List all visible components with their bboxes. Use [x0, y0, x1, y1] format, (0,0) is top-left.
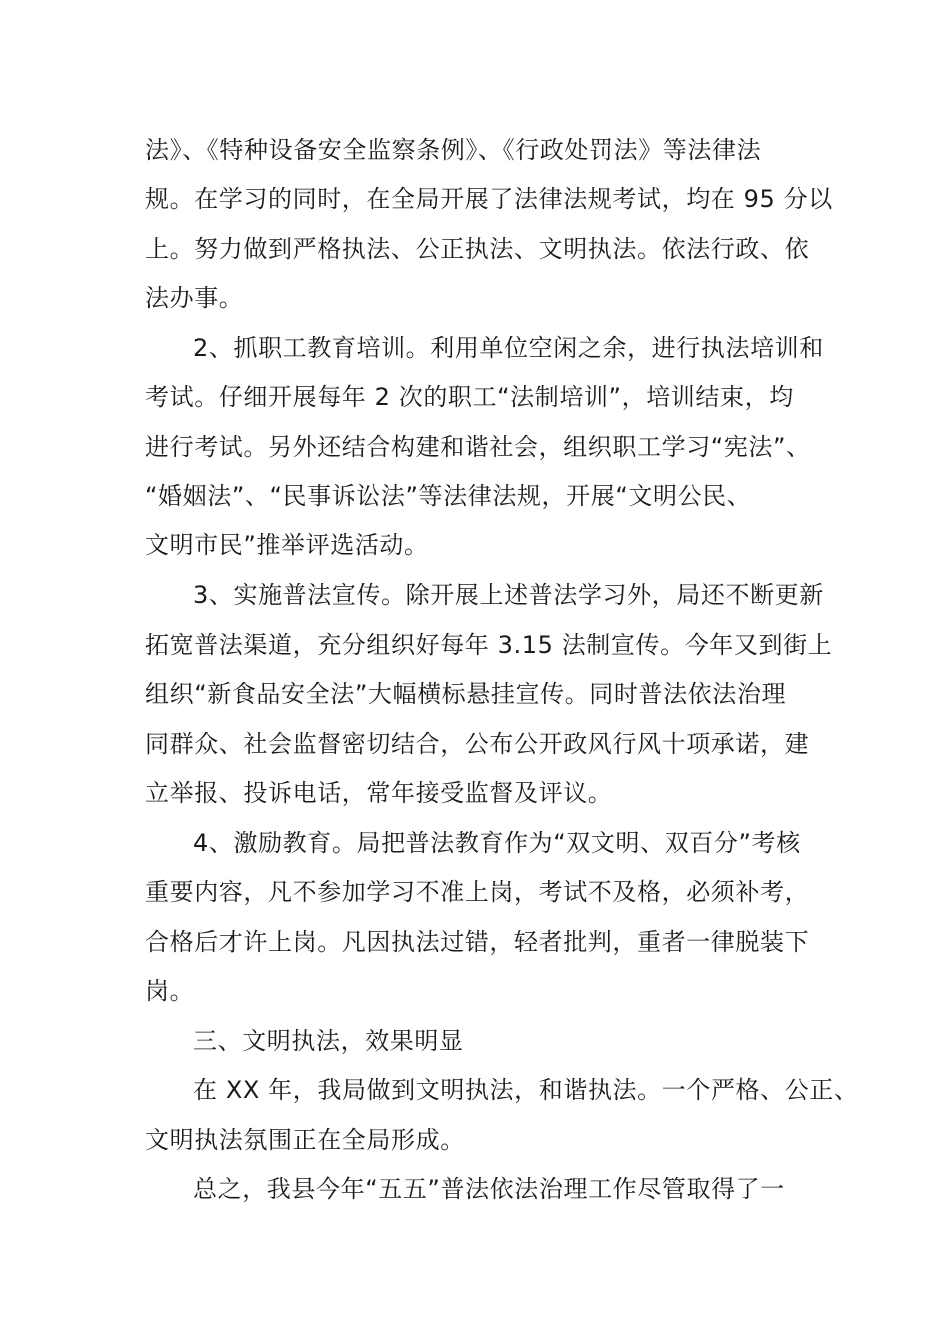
text-line: 文明执法氛围正在全局形成。: [145, 1126, 465, 1154]
text-line: 规。在学习的同时，在全局开展了法律法规考试，均在 95 分以: [145, 185, 833, 213]
text-line: 组织“新食品安全法”大幅横标悬挂宣传。同时普法依法治理: [145, 680, 787, 708]
text-line: 立举报、投诉电话，常年接受监督及评议。: [145, 779, 613, 807]
text-line: 同群众、社会监督密切结合，公布公开政风行风十项承诺，建: [145, 730, 810, 758]
text-line: 合格后才许上岗。凡因执法过错，轻者批判，重者一律脱装下: [145, 928, 810, 956]
text-line: 拓宽普法渠道，充分组织好每年 3.15 法制宣传。今年又到街上: [145, 631, 833, 659]
section-heading: 三、文明执法，效果明显: [193, 1027, 464, 1055]
text-line: 文明市民”推举评选活动。: [145, 531, 429, 559]
text-line: 重要内容，凡不参加学习不准上岗，考试不及格，必须补考，: [145, 878, 810, 906]
text-line: 法》、《特种设备安全监察条例》、《行政处罚法》等法律法: [145, 136, 762, 164]
text-line: 进行考试。另外还结合构建和谐社会，组织职工学习“宪法”、: [145, 433, 811, 461]
text-line: “婚姻法”、“民事诉讼法”等法律法规，开展“文明公民、: [145, 482, 752, 510]
text-line: 考试。仔细开展每年 2 次的职工“法制培训”，培训结束，均: [145, 383, 794, 411]
text-line: 4、激励教育。局把普法教育作为“双文明、双百分”考核: [193, 829, 801, 857]
text-line: 法办事。: [145, 284, 244, 312]
text-line: 在 XX 年，我局做到文明执法，和谐执法。一个严格、公正、: [193, 1076, 859, 1104]
text-line: 总之，我县今年“五五”普法依法治理工作尽管取得了一: [193, 1175, 785, 1203]
text-line: 岗。: [145, 977, 195, 1005]
text-line: 上。努力做到严格执法、公正执法、文明执法。依法行政、依: [145, 235, 810, 263]
text-line: 3、实施普法宣传。除开展上述普法学习外，局还不断更新: [193, 581, 824, 609]
text-line: 2、抓职工教育培训。利用单位空闲之余，进行执法培训和: [193, 334, 824, 362]
